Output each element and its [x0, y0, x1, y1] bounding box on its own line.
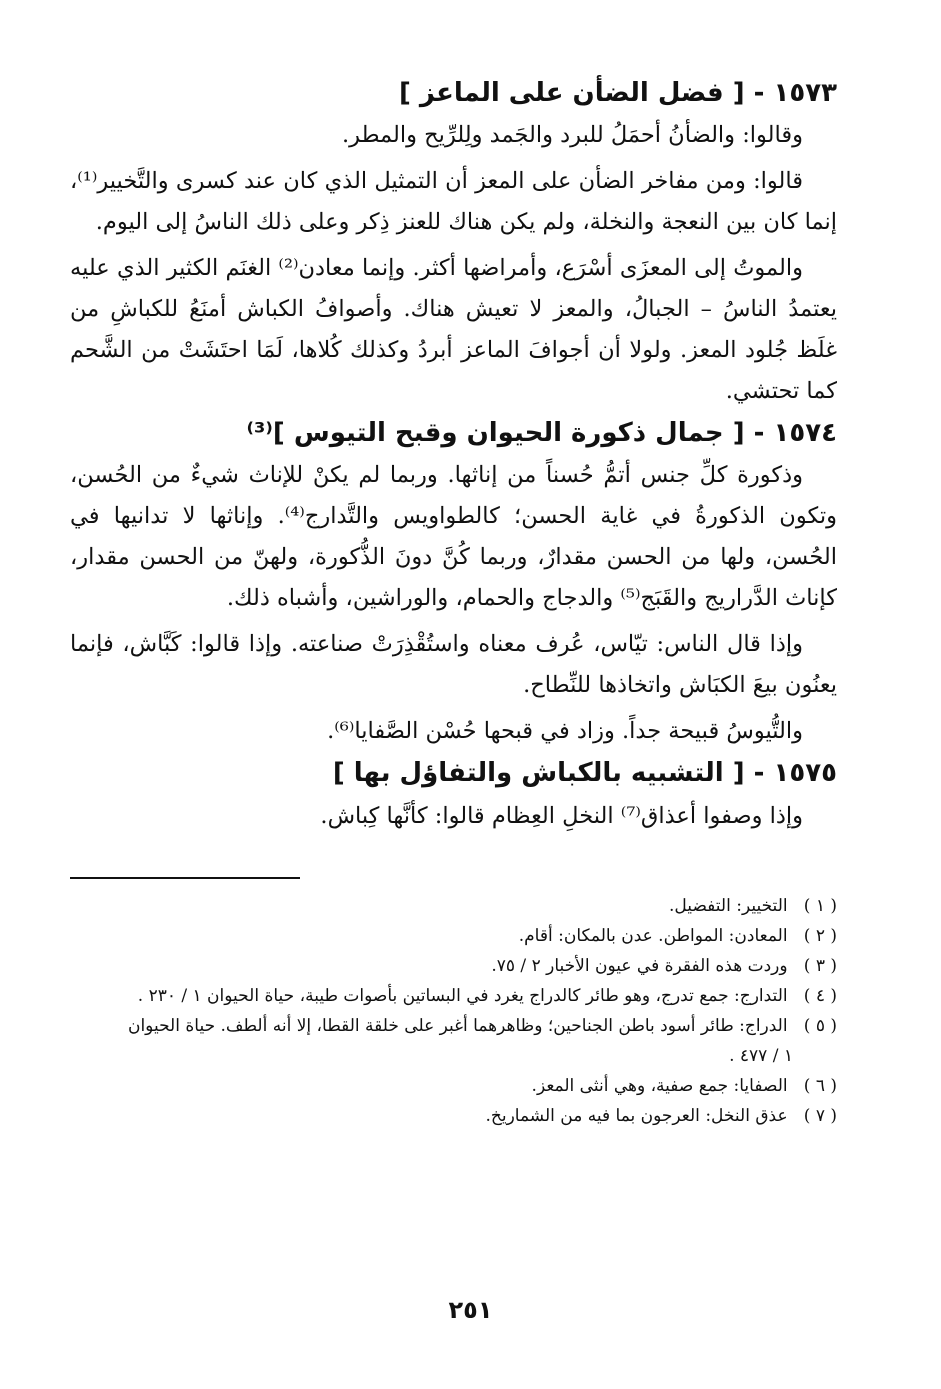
section-1573: [70, 78, 837, 412]
footnote: [70, 891, 837, 921]
section-heading: ١٥٧٤ - [ جمال ذكورة الحيوان وقبح التيوس ]⁽³⁾: [246, 418, 837, 449]
footnote-text: التخيير: التفضيل.: [669, 895, 788, 916]
footnote-text: عذق النخل: العرجون بما فيه من الشماريخ.: [485, 1105, 788, 1126]
footnote-marker: ( ٢ ): [803, 925, 837, 946]
section-1575: [70, 758, 837, 836]
paragraph: وإذا قال الناس: تيّاس، عُرف معناه واستُقْذِرَتْ صناعته. وإذا قالوا: كَبَّاش، فإنما يعنُون بيعَ الكبَاش واتخاذها للنِّطاح.: [70, 631, 837, 699]
section-1574: [70, 418, 837, 752]
section-title: [ فضل الضأن على الماعز ]: [399, 78, 745, 108]
footnotes: [70, 891, 837, 1131]
page-number: ٢٥١: [448, 1296, 493, 1324]
paragraph: والموتُ إلى المعزَى أسْرَع، وأمراضها أكثر. وإنما معادن⁽²⁾ الغنَم الكثير الذي عليه يعتمدُ الناسُ – الجبالُ، والمعز لا تعيش هناك. وأصوافُ الكباش أمنَعُ للكباشِ من غلَظ جُلود المعز. ولولا أن أجوافَ الماعز أبردُ وكذلك كُلاها، لَمَا احتَشَتْ من الشَّحم كما تحتشي.: [70, 255, 837, 405]
section-heading: ١٥٧٣ - [ فضل الضأن على الماعز ]: [399, 78, 837, 108]
footnote-text: المعادن: المواطن. عدن بالمكان: أقام.: [518, 925, 788, 946]
section-title: [ التشبيه بالكباش والتفاؤل بها ]: [332, 758, 745, 789]
paragraph: والتُّيوسُ قبيحة جداً. وزاد في قبحها حُسْن الصَّفايا⁽⁶⁾.: [327, 718, 803, 745]
footnote-divider: [70, 877, 300, 879]
section-title: [ جمال ذكورة الحيوان وقبح التيوس ]⁽³⁾: [246, 418, 745, 449]
footnote-marker: ( ٣ ): [803, 955, 837, 976]
footnote: [70, 921, 837, 951]
paragraph: وإذا وصفوا أعذاق⁽⁷⁾ النخلِ العِظام قالوا: كأنَّها كِباش.: [320, 802, 803, 829]
footnote-marker: ( ٧ ): [803, 1105, 837, 1126]
section-number: ١٥٧٤: [773, 418, 837, 449]
footnote-marker: ( ٦ ): [803, 1075, 837, 1096]
footnote-text: التدارج: جمع تدرج، وهو طائر كالدراج يغرد في البساتين بأصوات طيبة، حياة الحيوان ١ / ٢٣٠ .: [137, 985, 788, 1006]
section-number: ١٥٧٣: [773, 78, 837, 108]
footnote: [70, 1101, 837, 1131]
paragraph: وذكورة كلِّ جنس أتمُّ حُسناً من إناثها. وربما لم يكنْ للإناث شيءٌ من الحُسن، وتكون الذكورةُ في غاية الحسن؛ كالطواويس والتَّدارج⁽⁴⁾. وإناثها لا تدانيها في الحُسن، ولها من الحسن مقدارٌ، وربما كُنَّ دونَ الذُّكورة، ولهنّ من الحسن مقدار، كإناث الدَّراريج والقَبَج⁽⁵⁾ والدجاج والحمام، والوراشين، وأشباه ذلك.: [70, 462, 838, 612]
footnote-marker: ( ١ ): [803, 895, 837, 916]
paragraph: قالوا: ومن مفاخر الضأن على المعز أن التمثيل الذي كان عند كسرى والتَّخيير⁽¹⁾، إنما كان بين النعجة والنخلة، ولم يكن هناك للعنز ذِكر وعلى ذلك الناسُ إلى اليوم.: [70, 168, 837, 236]
footnote: [70, 981, 837, 1011]
section-heading: ١٥٧٥ - [ التشبيه بالكباش والتفاؤل بها ]: [332, 758, 837, 789]
footnote-marker: ( ٤ ): [803, 985, 837, 1006]
footnote-text: الصفايا: جمع صفية، وهي أنثى المعز.: [531, 1075, 788, 1096]
footnote-continuation: ١ / ٤٧٧ .: [729, 1045, 793, 1066]
paragraph: وقالوا: والضأنُ أحمَلُ للبرد والجَمد ولِلرِّيح والمطر.: [342, 122, 803, 149]
footnote: [70, 951, 837, 981]
footnote: [70, 1011, 837, 1071]
section-number: ١٥٧٥: [773, 758, 837, 789]
footnote-marker: ( ٥ ): [803, 1015, 837, 1036]
footnote: [70, 1071, 837, 1101]
footnote-text: وردت هذه الفقرة في عيون الأخبار ٢ / ٧٥.: [491, 955, 788, 976]
footnote-text: الدراج: طائر أسود باطن الجناحين؛ وظاهرهما أغبر على خلقة القطا، إلا أنه ألطف. حياة الحيوان: [127, 1015, 788, 1036]
